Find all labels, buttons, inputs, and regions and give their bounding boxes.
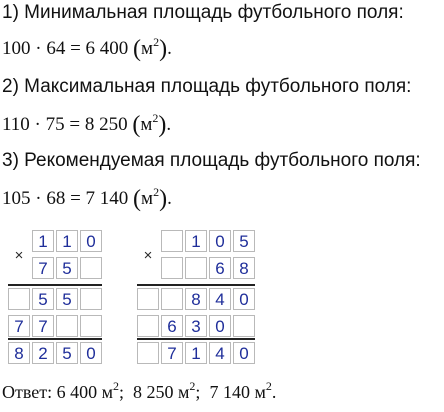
- formula-3-unit: м: [141, 188, 154, 209]
- answer-value-1: 6 400: [56, 382, 98, 402]
- formula-3-sup: 2: [153, 185, 160, 199]
- formula-2-expr: 110 · 75 = 8 250: [2, 114, 128, 135]
- calc2-rule-0: [137, 284, 255, 286]
- answer-label: Ответ:: [2, 382, 53, 402]
- formula-3: [2, 186, 172, 213]
- calc2-cell-r2-c0: [137, 288, 159, 310]
- formula-2: [2, 112, 171, 139]
- formula-1: [2, 36, 172, 63]
- formula-1-sup: 2: [153, 35, 160, 49]
- answer-sup-3: 2: [265, 379, 272, 393]
- calc2-cell-r3-c1: 6: [161, 315, 183, 337]
- calc2-cell-r4-c1: 7: [161, 342, 183, 364]
- calc2-cell-r4-c4: 0: [233, 342, 255, 364]
- formula-3-dot: .: [167, 188, 172, 209]
- formula-2-open: (: [132, 112, 141, 138]
- calc1-cell-r4-c3: 0: [80, 342, 102, 364]
- column-multiplication-2: [137, 230, 257, 370]
- formula-1-open: (: [133, 36, 142, 62]
- calc2-cell-r0-c0: ×: [143, 247, 153, 264]
- calc2-cell-r2-c1: [161, 288, 183, 310]
- formula-2-sup: 2: [152, 111, 159, 125]
- calc1-cell-r4-c2: 5: [56, 342, 78, 364]
- formula-2-close: ): [158, 112, 167, 138]
- calc1-cell-r1-c1: 7: [32, 257, 54, 279]
- formula-2-unit: м: [140, 114, 153, 135]
- formula-3-open: (: [133, 186, 142, 212]
- calc2-cell-r3-c0: [137, 315, 159, 337]
- answer-sup-2: 2: [189, 379, 196, 393]
- answer-line: [2, 379, 277, 403]
- calc2-cell-r3-c3: 0: [209, 315, 231, 337]
- question-1-text: 1) Минимальная площадь футбольного поля:: [2, 2, 404, 23]
- formula-1-expr: 100 · 64 = 6 400: [2, 38, 129, 59]
- formula-1-dot: .: [167, 38, 172, 59]
- calc1-cell-r2-c3: [80, 288, 102, 310]
- calc2-rule-1: [137, 338, 255, 340]
- calc2-cell-r1-c1: [161, 257, 183, 279]
- answer-value-2: 8 250: [133, 382, 174, 402]
- calc1-cell-r3-c1: 7: [32, 315, 54, 337]
- calc1-cell-r3-c2: [56, 315, 78, 337]
- question-2-text: 2) Максимальная площадь футбольного поля:: [2, 76, 412, 97]
- calc2-cell-r0-c3: 0: [209, 230, 231, 252]
- formula-2-dot: .: [166, 114, 172, 135]
- calc2-cell-r2-c4: 0: [233, 288, 255, 310]
- answer-unit-2: м: [178, 382, 190, 402]
- calc2-cell-r3-c4: [233, 315, 255, 337]
- calc1-cell-r3-c3: [80, 315, 102, 337]
- calc2-cell-r2-c3: 4: [209, 288, 231, 310]
- answer-end: .: [271, 382, 277, 402]
- calc1-cell-r0-c0: ×: [14, 247, 24, 264]
- calc2-cell-r3-c2: 3: [185, 315, 207, 337]
- calc2-cell-r1-c2: [185, 257, 207, 279]
- calc1-cell-r3-c0: 7: [8, 315, 30, 337]
- calc2-cell-r0-c2: 1: [185, 230, 207, 252]
- answer-sup-1: 2: [113, 379, 120, 393]
- formula-1-close: ): [159, 36, 168, 62]
- calc1-cell-r2-c2: 5: [56, 288, 78, 310]
- calc2-cell-r2-c2: 8: [185, 288, 207, 310]
- calc1-cell-r0-c3: 0: [80, 230, 102, 252]
- calc1-cell-r0-c1: 1: [32, 230, 54, 252]
- answer-sep-1: ;: [119, 382, 125, 402]
- calc2-cell-r1-c3: 6: [209, 257, 231, 279]
- calc1-cell-r0-c2: 1: [56, 230, 78, 252]
- calc2-cell-r0-c4: 5: [233, 230, 255, 252]
- column-multiplication-1: [8, 230, 108, 370]
- answer-unit-3: м: [254, 382, 266, 402]
- calc1-cell-r4-c1: 2: [32, 342, 54, 364]
- calc1-cell-r4-c0: 8: [8, 342, 30, 364]
- answer-value-3: 7 140: [209, 382, 250, 402]
- answer-unit-1: м: [101, 382, 114, 402]
- calc2-cell-r0-c1: [161, 230, 183, 252]
- answer-sep-2: ;: [195, 382, 201, 402]
- formula-3-expr: 105 · 68 = 7 140: [2, 188, 129, 209]
- formula-3-close: ): [159, 186, 168, 212]
- calc1-cell-r1-c0: [8, 257, 30, 279]
- calc2-cell-r4-c0: [137, 342, 159, 364]
- calc1-cell-r1-c3: [80, 257, 102, 279]
- calc1-cell-r2-c1: 5: [32, 288, 54, 310]
- calc1-cell-r1-c2: 5: [56, 257, 78, 279]
- calc1-rule-1: [8, 338, 102, 340]
- formula-1-unit: м: [141, 38, 154, 59]
- calc2-cell-r1-c0: [137, 257, 159, 279]
- calc1-rule-0: [8, 284, 102, 286]
- calc2-cell-r4-c3: 4: [209, 342, 231, 364]
- question-3-text: 3) Рекомендуемая площадь футбольного поля:: [2, 150, 421, 171]
- calc2-cell-r1-c4: 8: [233, 257, 255, 279]
- calc1-cell-r2-c0: [8, 288, 30, 310]
- calc2-cell-r4-c2: 1: [185, 342, 207, 364]
